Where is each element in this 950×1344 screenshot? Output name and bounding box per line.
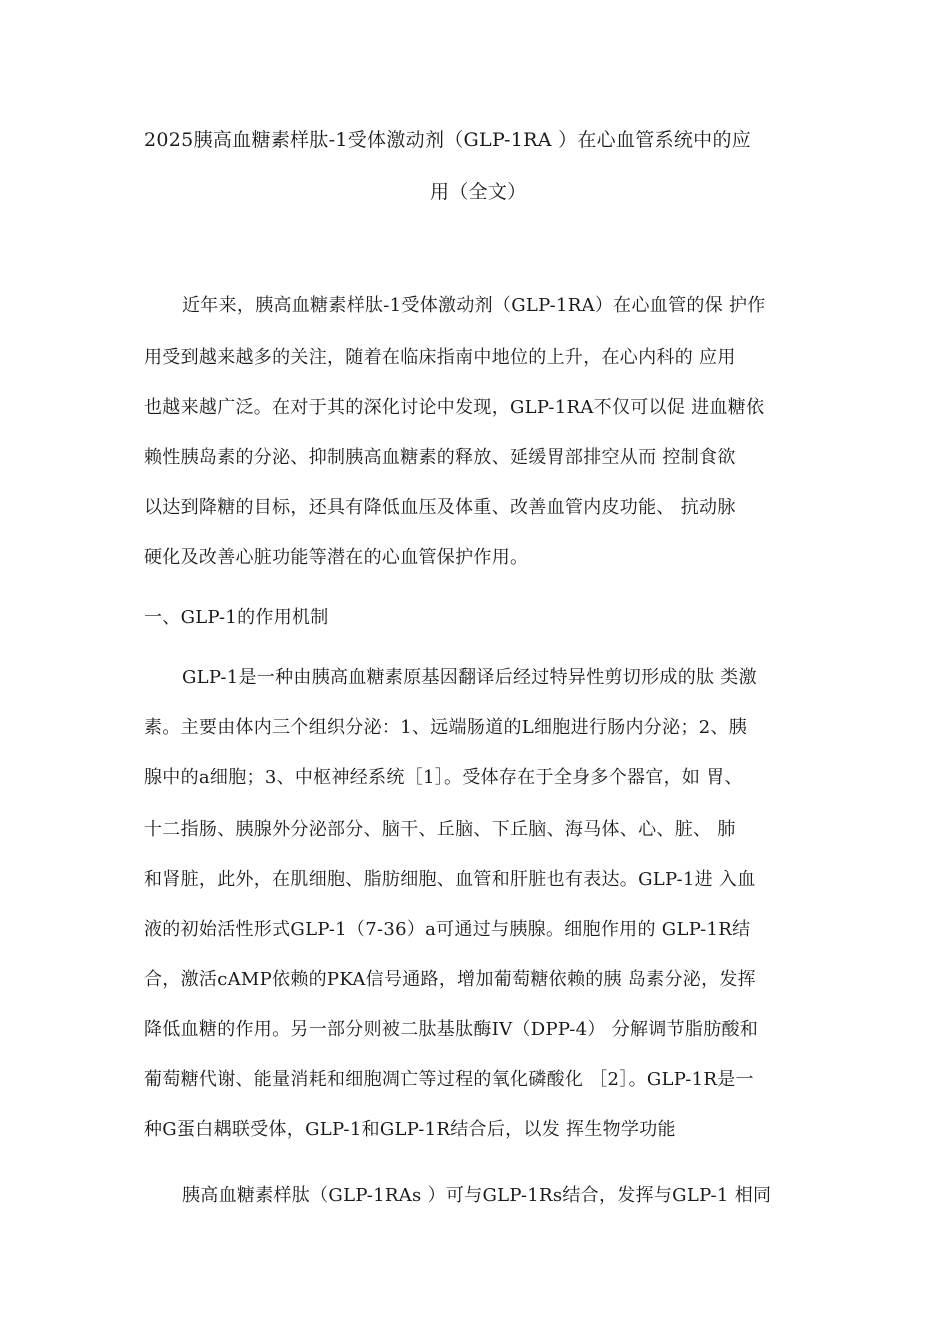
paragraph-1-line: 近年来，胰高血糖素样肽-1受体激动剂（GLP-1RA）在心血管的保 护作 xyxy=(182,295,766,316)
paragraph-2-line: GLP-1是一种由胰高血糖素原基因翻译后经过特异性剪切形成的肽 类激 xyxy=(182,667,757,688)
paragraph-2-line: 液的初始活性形式GLP-1（7-36）a可通过与胰腺。细胞作用的 GLP-1R结 xyxy=(144,919,751,940)
paragraph-2-line: 种G蛋白耦联受体，GLP-1和GLP-1R结合后，以发 挥生物学功能 xyxy=(144,1119,676,1140)
paragraph-2-line: 葡萄糖代谢、能量消耗和细胞凋亡等过程的氧化磷酸化 ［2］。GLP-1R是一 xyxy=(144,1069,754,1090)
paragraph-2-line: 降低血糖的作用。另一部分则被二肽基肽酶IV（DPP-4） 分解调节脂肪酸和 xyxy=(144,1019,759,1040)
paragraph-1-line: 赖性胰岛素的分泌、抑制胰高血糖素的释放、延缓胃部排空从而 控制食欲 xyxy=(144,447,736,468)
section-heading: 一、GLP-1的作用机制 xyxy=(144,607,329,628)
paragraph-1-line: 硬化及改善心脏功能等潜在的心血管保护作用。 xyxy=(144,547,529,568)
paragraph-1-line: 用受到越来越多的关注，随着在临床指南中地位的上升，在心内科的 应用 xyxy=(144,347,736,368)
paragraph-1-line: 以达到降糖的目标，还具有降低血压及体重、改善血管内皮功能、 抗动脉 xyxy=(144,497,736,518)
paragraph-3-line: 胰高血糖素样肽（GLP-1RAs ）可与GLP-1Rs结合，发挥与GLP-1 相同 xyxy=(182,1185,772,1206)
paragraph-2-line: 腺中的a细胞；3、中枢神经系统［1］。受体存在于全身多个器官，如 胃、 xyxy=(144,767,743,788)
document-title-line-1: 2025胰高血糖素样肽-1受体激动剂（GLP-1RA ）在心血管系统中的应 xyxy=(144,129,752,151)
paragraph-2-line: 十二指肠、胰腺外分泌部分、脑干、丘脑、下丘脑、海马体、心、脏、 肺 xyxy=(144,819,736,840)
paragraph-1-line: 也越来越广泛。在对于其的深化讨论中发现，GLP-1RA不仅可以促 进血糖依 xyxy=(144,397,765,418)
paragraph-2-line: 素。主要由体内三个组织分泌：1、远端肠道的L细胞进行肠内分泌；2、胰 xyxy=(144,717,748,738)
paragraph-2-line: 和肾脏，此外，在肌细胞、脂肪细胞、血管和肝脏也有表达。GLP-1进 入血 xyxy=(144,869,756,890)
document-title-line-2: 用（全文） xyxy=(430,181,527,203)
paragraph-2-line: 合，激活cAMP依赖的PKA信号通路，增加葡萄糖依赖的胰 岛素分泌，发挥 xyxy=(144,969,756,990)
